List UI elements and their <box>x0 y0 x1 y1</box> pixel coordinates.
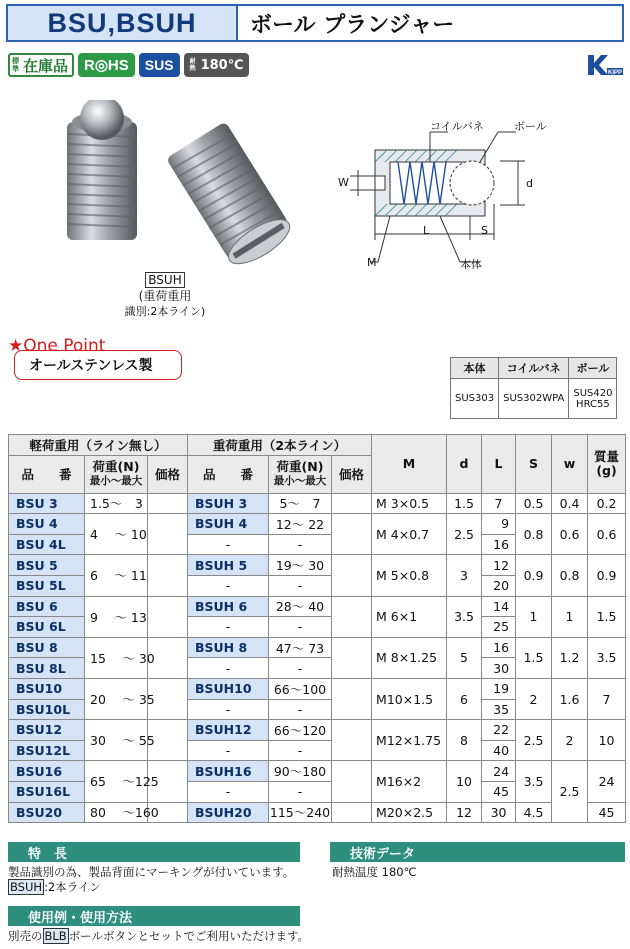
light-code: BSU10L <box>9 699 85 720</box>
features-line2 <box>8 880 308 895</box>
heavy-code: BSUH12 <box>188 720 269 741</box>
dim-L: 35 <box>482 699 516 720</box>
plunger-upright-image <box>67 100 137 240</box>
heavy-load: 66～120 <box>269 720 332 741</box>
group-light-header: 軽荷重用（ライン無し） <box>9 435 188 456</box>
mass: 3.5 <box>588 637 626 678</box>
badge-row <box>8 53 249 77</box>
heavy-code: BSUH 3 <box>188 493 269 514</box>
light-load: 6 ～ 11 <box>85 555 148 596</box>
rohs-badge: R◎HS <box>78 53 135 77</box>
col-S-header: S <box>516 435 552 494</box>
light-load: 15 ～ 30 <box>85 637 148 678</box>
material-ball-grade: SUS420 <box>573 387 613 399</box>
photo-caption-line2: 識別:2本ライン) <box>124 305 206 318</box>
features-line2-code: BSUH <box>10 880 43 894</box>
dim-d: 6 <box>447 678 482 719</box>
heavy-load: 28～ 40 <box>269 596 332 617</box>
product-photo <box>55 100 315 280</box>
thread-M: M20×2.5 <box>372 802 447 823</box>
label-d: d <box>526 177 533 190</box>
usage-pre: 別売の <box>8 929 43 943</box>
label-ball: ボール <box>514 120 547 133</box>
mass: 1.5 <box>588 596 626 637</box>
heavy-load: - <box>269 658 332 679</box>
col-mass-header <box>588 435 626 494</box>
features-text <box>8 865 308 895</box>
col-mass-unit: (g) <box>596 462 617 478</box>
material-ball-hardness: HRC55 <box>576 398 610 410</box>
dim-S: 1 <box>516 596 552 637</box>
dim-d: 12 <box>447 802 482 823</box>
dim-L: 24 <box>482 761 516 782</box>
col-mass-label: 質量 <box>594 448 620 464</box>
heavy-price <box>332 493 372 514</box>
product-code: BSU,BSUH <box>8 6 238 40</box>
heavy-price <box>332 637 372 678</box>
table-row <box>9 637 626 658</box>
heavy-load: - <box>269 740 332 761</box>
heavy-load: 19～ 30 <box>269 555 332 576</box>
one-point-title: ★One Point <box>8 336 106 356</box>
label-w: W <box>338 176 349 189</box>
thread-M: M 5×0.8 <box>372 555 447 596</box>
dim-d: 1.5 <box>447 493 482 514</box>
mass: 45 <box>588 802 626 823</box>
col-price-header-heavy: 価格 <box>332 455 372 493</box>
label-coil-spring: コイルバネ <box>430 120 484 133</box>
plunger-tilted-image <box>166 121 296 272</box>
light-code: BSU 4L <box>9 534 85 555</box>
dim-L: 40 <box>482 740 516 761</box>
dim-d: 5 <box>447 637 482 678</box>
dim-L: 30 <box>482 802 516 823</box>
heavy-load: - <box>269 699 332 720</box>
dim-L: 30 <box>482 658 516 679</box>
mass: 0.6 <box>588 514 626 555</box>
table-row <box>9 493 626 514</box>
dim-L: 14 <box>482 596 516 617</box>
light-load: 30 ～ 55 <box>85 720 148 761</box>
heavy-load: 115～240 <box>269 802 332 823</box>
light-code: BSU 5L <box>9 575 85 596</box>
light-code: BSU16 <box>9 761 85 782</box>
one-point-box <box>14 350 182 380</box>
thread-M: M 6×1 <box>372 596 447 637</box>
dim-L: 20 <box>482 575 516 596</box>
dim-w: 2.5 <box>552 761 588 823</box>
col-load-header-heavy <box>269 455 332 493</box>
light-load: 65 ～125 <box>85 761 148 802</box>
light-price <box>148 555 188 596</box>
mass: 0.2 <box>588 493 626 514</box>
heavy-code: BSUH10 <box>188 678 269 699</box>
col-L-header: L <box>482 435 516 494</box>
material-header-body: 本体 <box>451 358 499 379</box>
cross-section-drawing <box>330 112 570 277</box>
heavy-load: - <box>269 617 332 638</box>
thread-M: M10×1.5 <box>372 678 447 719</box>
table-row <box>9 678 626 699</box>
table-row <box>9 761 626 782</box>
dim-d: 2.5 <box>447 514 482 555</box>
features-line1: 製品識別の為、製品背面にマーキングが付いています。 <box>8 865 295 879</box>
heavy-code: BSUH16 <box>188 761 269 782</box>
col-w-header: w <box>552 435 588 494</box>
col-code-header-light: 品 番 <box>9 455 85 493</box>
kipp-logo-icon <box>585 53 625 77</box>
col-price-header-light: 価格 <box>148 455 188 493</box>
dim-d: 3 <box>447 555 482 596</box>
table-row <box>9 514 626 535</box>
heavy-price <box>332 555 372 596</box>
spec-table <box>8 434 626 823</box>
heavy-code: - <box>188 617 269 638</box>
tech-line1: 耐熱温度 180℃ <box>332 865 417 879</box>
light-price <box>148 493 188 514</box>
label-L: L <box>423 224 430 237</box>
light-code: BSU20 <box>9 802 85 823</box>
usage-code: BLB <box>44 929 67 943</box>
mass: 24 <box>588 761 626 802</box>
light-price <box>148 514 188 555</box>
light-load: 20 ～ 35 <box>85 678 148 719</box>
stock-badge-small: 標準 <box>12 57 19 73</box>
dim-L: 12 <box>482 555 516 576</box>
heavy-code: BSUH 6 <box>188 596 269 617</box>
dim-w: 0.4 <box>552 493 588 514</box>
heavy-code: - <box>188 699 269 720</box>
heavy-price <box>332 514 372 555</box>
tech-header: 技術データ <box>330 842 625 862</box>
light-code: BSU 8L <box>9 658 85 679</box>
heavy-code: BSUH 8 <box>188 637 269 658</box>
dim-S: 3.5 <box>516 761 552 802</box>
light-load: 4 ～ 10 <box>85 514 148 555</box>
heavy-price <box>332 761 372 802</box>
heavy-load: 66～100 <box>269 678 332 699</box>
table-row <box>9 802 626 823</box>
heavy-code: - <box>188 740 269 761</box>
heavy-code: - <box>188 575 269 596</box>
usage-post: ボールボタンとセットでご利用いただけます。 <box>68 929 310 943</box>
dim-L: 25 <box>482 617 516 638</box>
photo-caption <box>110 272 220 320</box>
heavy-code: BSUH 4 <box>188 514 269 535</box>
thread-M: M16×2 <box>372 761 447 802</box>
dim-S: 0.5 <box>516 493 552 514</box>
light-code: BSU16L <box>9 781 85 802</box>
material-ball <box>569 379 617 419</box>
dim-L: 16 <box>482 637 516 658</box>
usage-header: 使用例・使用方法 <box>8 906 300 926</box>
heavy-code: - <box>188 534 269 555</box>
dim-w: 1.6 <box>552 678 588 719</box>
heavy-price <box>332 720 372 761</box>
light-price <box>148 596 188 637</box>
label-S: S <box>481 224 488 237</box>
heavy-price <box>332 802 372 823</box>
light-code: BSU12 <box>9 720 85 741</box>
col-load-sub-heavy: 最小～最大 <box>273 475 327 488</box>
dim-w: 0.6 <box>552 514 588 555</box>
dim-L: 45 <box>482 781 516 802</box>
heavy-code: BSUH20 <box>188 802 269 823</box>
photo-caption-line1: (重荷重用 <box>138 289 192 303</box>
heavy-load: - <box>269 534 332 555</box>
svg-text:KIPP: KIPP <box>608 70 623 76</box>
temperature-badge-value: 180℃ <box>200 57 244 73</box>
thread-M: M 4×0.7 <box>372 514 447 555</box>
dim-L: 9 <box>482 514 516 535</box>
light-load: 9 ～ 13 <box>85 596 148 637</box>
light-code: BSU 4 <box>9 514 85 535</box>
light-code: BSU 8 <box>9 637 85 658</box>
thread-M: M 3×0.5 <box>372 493 447 514</box>
dim-w: 2 <box>552 720 588 761</box>
light-load: 80 ～160 <box>85 802 148 823</box>
temperature-badge-small: 耐熱 <box>189 58 196 72</box>
heavy-load: - <box>269 781 332 802</box>
heavy-code: - <box>188 658 269 679</box>
photo-caption-model: BSUH <box>145 272 184 288</box>
dim-S: 2 <box>516 678 552 719</box>
light-code: BSU 6L <box>9 617 85 638</box>
thread-M: M 8×1.25 <box>372 637 447 678</box>
col-load-label-light: 荷重(N) <box>92 459 140 475</box>
mass: 10 <box>588 720 626 761</box>
light-code: BSU 5 <box>9 555 85 576</box>
mass: 7 <box>588 678 626 719</box>
light-load: 1.5～ 3 <box>85 493 148 514</box>
dim-d: 8 <box>447 720 482 761</box>
dim-S: 0.9 <box>516 555 552 596</box>
col-M-header: M <box>372 435 447 494</box>
stock-badge <box>8 53 74 77</box>
dim-w: 1.2 <box>552 637 588 678</box>
heavy-load: 5～ 7 <box>269 493 332 514</box>
heavy-load: 90～180 <box>269 761 332 782</box>
col-code-header-heavy: 品 番 <box>188 455 269 493</box>
dim-S: 4.5 <box>516 802 552 823</box>
heavy-code: BSUH 5 <box>188 555 269 576</box>
material-header-spring: コイルバネ <box>499 358 569 379</box>
product-name: ボール プランジャー <box>250 12 455 38</box>
col-load-label-heavy: 荷重(N) <box>276 459 324 475</box>
table-row <box>9 596 626 617</box>
heavy-price <box>332 678 372 719</box>
dim-S: 1.5 <box>516 637 552 678</box>
dim-L: 16 <box>482 534 516 555</box>
temperature-badge <box>184 53 250 77</box>
light-code: BSU12L <box>9 740 85 761</box>
heavy-load: 47～ 73 <box>269 637 332 658</box>
usage-text <box>8 929 328 944</box>
dim-d: 3.5 <box>447 596 482 637</box>
col-load-sub-light: 最小～最大 <box>89 475 143 488</box>
features-header: 特 長 <box>8 842 300 862</box>
table-row <box>9 555 626 576</box>
col-d-header: d <box>447 435 482 494</box>
dim-d: 10 <box>447 761 482 802</box>
light-code: BSU10 <box>9 678 85 699</box>
features-line2-text: :2本ライン <box>44 880 101 894</box>
dim-S: 0.8 <box>516 514 552 555</box>
label-M: M <box>367 256 377 269</box>
heavy-code: - <box>188 781 269 802</box>
group-heavy-header: 重荷重用（2本ライン） <box>188 435 372 456</box>
heavy-load: - <box>269 575 332 596</box>
title-bar <box>6 4 624 42</box>
dim-L: 22 <box>482 720 516 741</box>
material-badge: SUS <box>139 53 180 77</box>
heavy-price <box>332 596 372 637</box>
dim-L: 7 <box>482 493 516 514</box>
stock-badge-label: 在庫品 <box>23 56 69 75</box>
thread-M: M12×1.75 <box>372 720 447 761</box>
material-table <box>450 357 617 419</box>
dim-L: 19 <box>482 678 516 699</box>
mass: 0.9 <box>588 555 626 596</box>
light-code: BSU 3 <box>9 493 85 514</box>
col-load-header-light <box>85 455 148 493</box>
material-spring: SUS302WPA <box>499 379 569 419</box>
table-row <box>9 720 626 741</box>
dim-w: 1 <box>552 596 588 637</box>
material-header-ball: ボール <box>569 358 617 379</box>
label-body: 本体 <box>460 258 482 271</box>
material-body: SUS303 <box>451 379 499 419</box>
heavy-load: 12～ 22 <box>269 514 332 535</box>
light-code: BSU 6 <box>9 596 85 617</box>
dim-w: 0.8 <box>552 555 588 596</box>
dim-S: 2.5 <box>516 720 552 761</box>
one-point-text: オールステンレス製 <box>29 358 153 374</box>
